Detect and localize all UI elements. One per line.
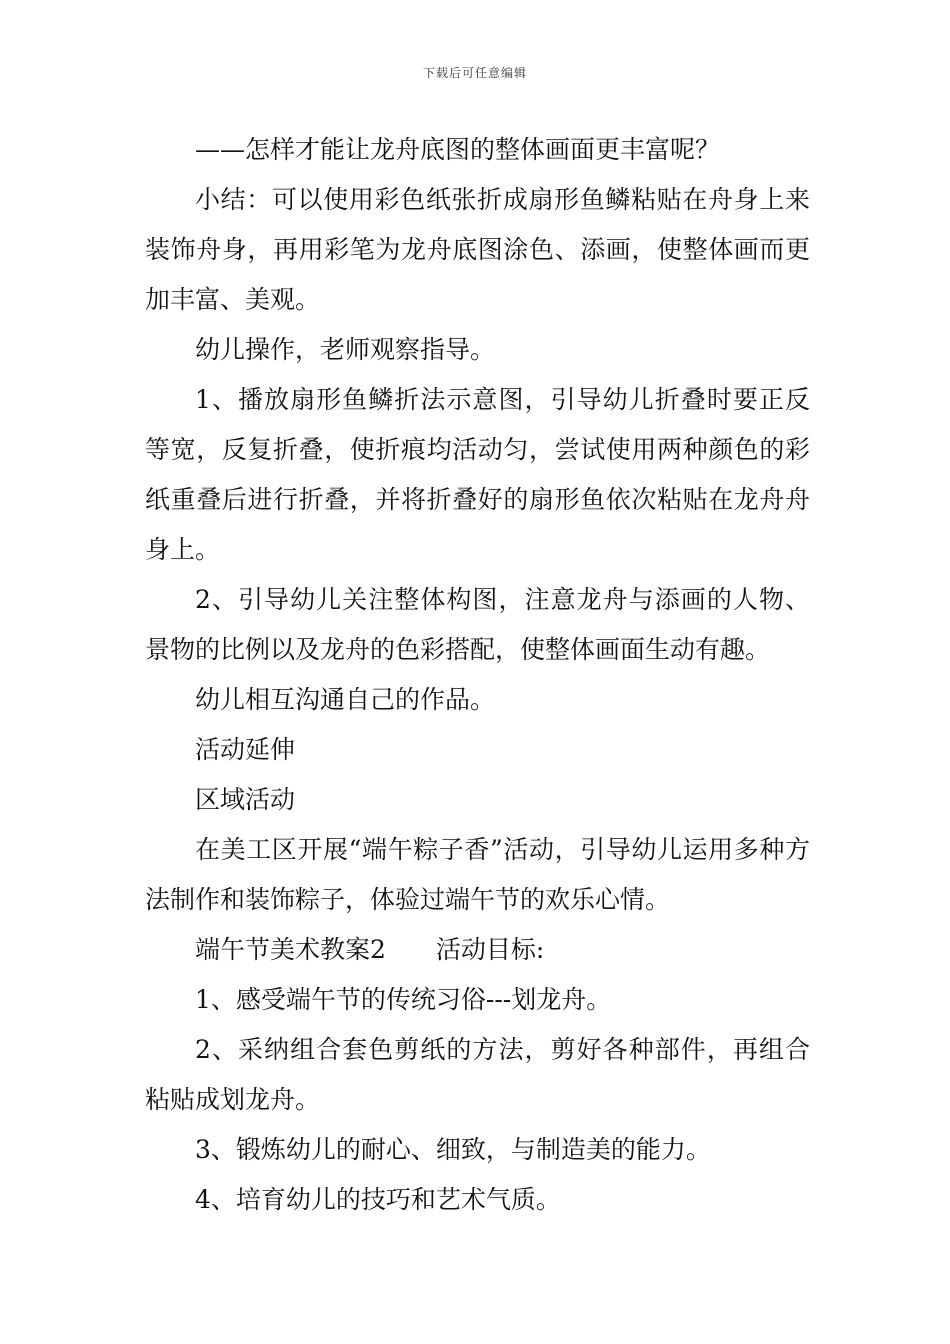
paragraph-question: ——怎样才能让龙舟底图的整体画面更丰富呢？ [195,135,721,164]
goal-1: 1、感受端午节的传统习俗---划龙舟。 [195,985,612,1014]
document-body [145,125,810,1225]
goal-4: 4、培育幼儿的技巧和艺术气质。 [195,1185,561,1214]
paragraph-summary: 小结：可以使用彩色纸张折成扇形鱼鳞粘贴在舟身上来装饰舟身，再用彩笔为龙舟底图涂色、添画，使整体画而更加丰富、美观。 [145,185,810,314]
page-header-note: 下载后可任意编辑 [422,66,527,80]
goal-3: 3、锻炼幼儿的耐心、细致，与制造美的能力。 [195,1135,711,1164]
paragraph-operation: 幼儿操作，老师观察指导。 [195,335,496,364]
heading-activity-extension: 活动延伸 [195,735,296,764]
paragraph-communicate: 幼儿相互沟通自己的作品。 [195,685,496,714]
paragraph-step-1: 1、播放扇形鱼鳞折法示意图，引导幼儿折叠时要正反等宽，反复折叠，使折痕均活动匀，尝试使用两种颜色的彩纸重叠后进行折叠，并将折叠好的扇形鱼依次粘贴在龙舟舟身上。 [145,385,810,564]
heading-lesson-plan-2: 端午节美术教案2 活动目标: [195,935,545,964]
paragraph-step-2: 2、引导幼儿关注整体构图，注意龙舟与添画的人物、景物的比例以及龙舟的色彩搭配，使整体画面生动有趣。 [145,585,810,664]
heading-area-activity: 区域活动 [195,785,296,814]
paragraph-art-area: 在美工区开展“端午粽子香”活动，引导幼儿运用多种方法制作和装饰粽子，体验过端午节的欢乐心情。 [145,835,810,914]
goal-2: 2、采纳组合套色剪纸的方法，剪好各种部件，再组合粘贴成划龙舟。 [145,1035,810,1114]
